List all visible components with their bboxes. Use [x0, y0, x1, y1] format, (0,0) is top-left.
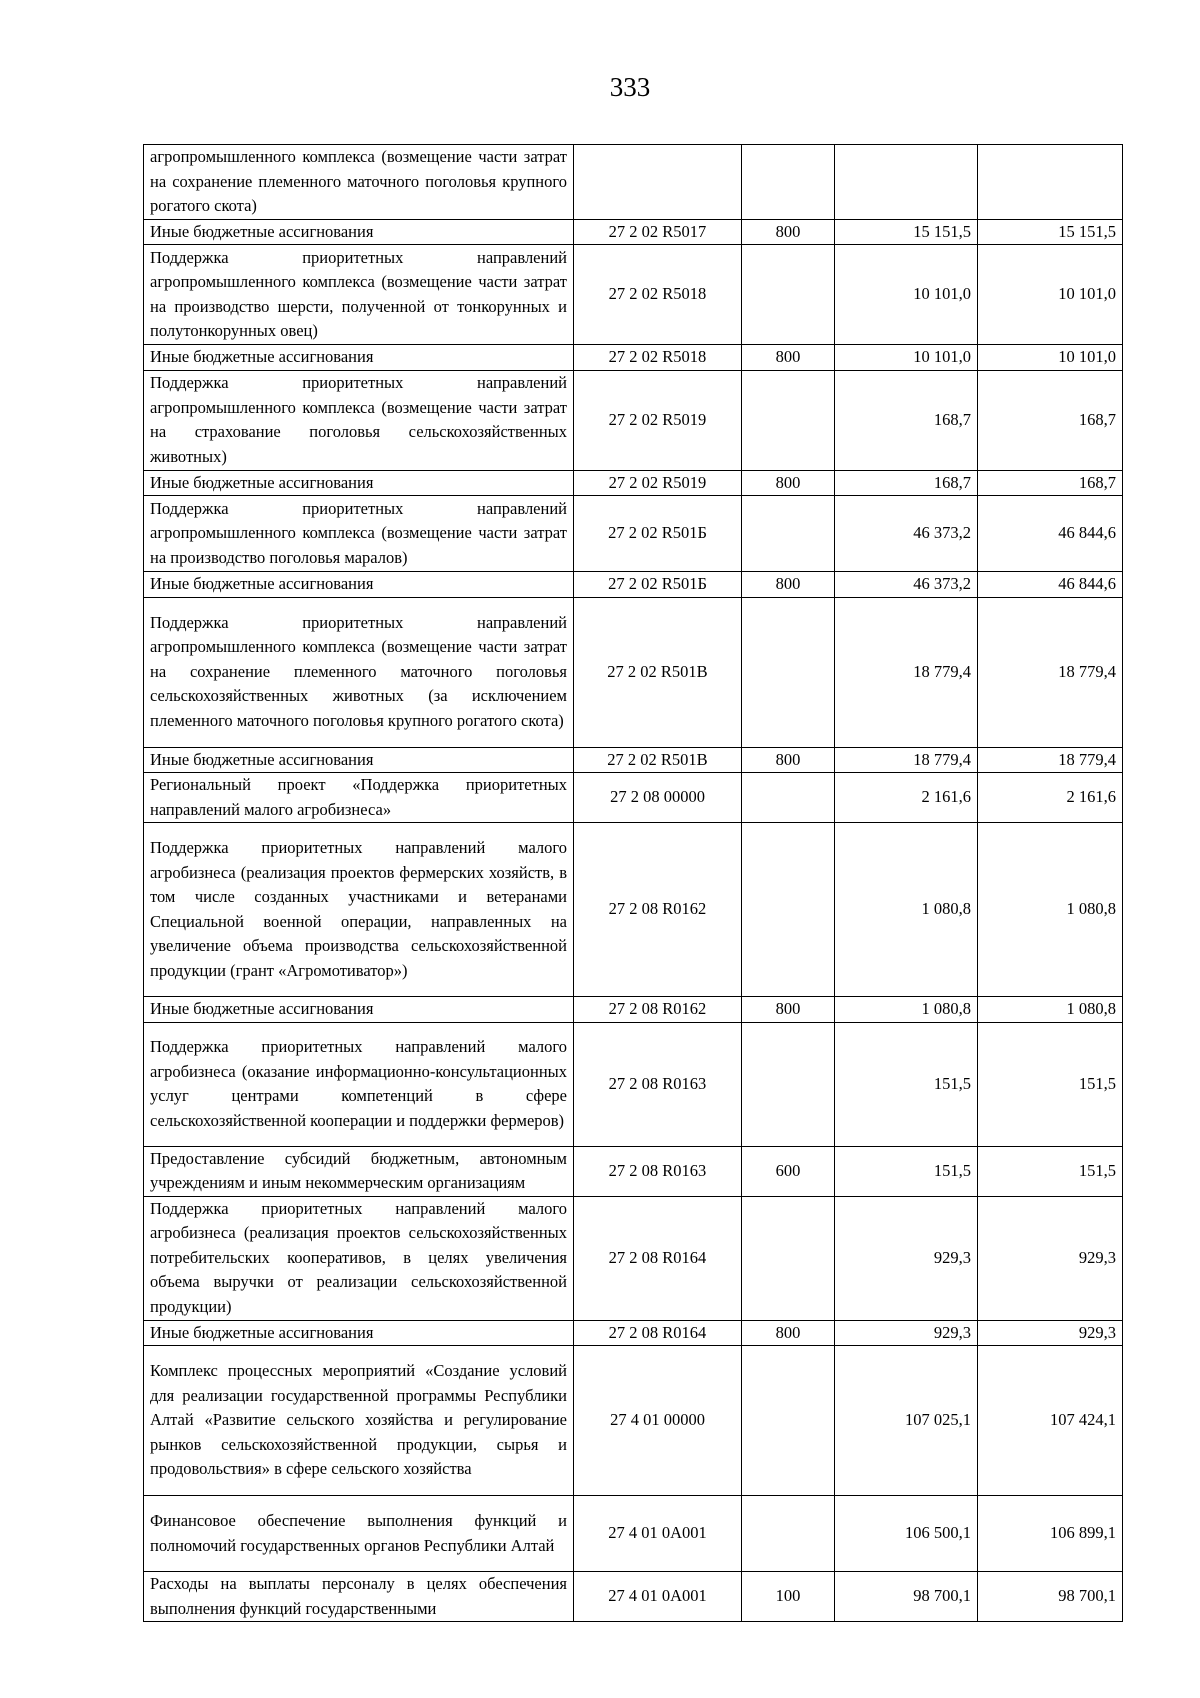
cell-amount-year1: 1 080,8 — [835, 997, 978, 1023]
cell-expense-type — [742, 1346, 835, 1496]
cell-amount-year2: 929,3 — [978, 1320, 1123, 1346]
table-row — [144, 470, 1123, 496]
cell-name: Региональный проект «Поддержка приоритетных направлений малого агробизнеса» — [144, 773, 574, 823]
cell-expense-type: 600 — [742, 1146, 835, 1196]
cell-amount-year1: 18 779,4 — [835, 747, 978, 773]
cell-name: агропромышленного комплекса (возмещение части затрат на сохранение племенного маточного поголовья крупного рогатого скота) — [144, 145, 574, 220]
cell-name: Поддержка приоритетных направлений агропромышленного комплекса (возмещение части затрат на сохранение племенного маточного поголовья сельскохозяйственных животных (за исключением племенного маточного поголовья крупного рогатого скота) — [144, 597, 574, 747]
table-row — [144, 1346, 1123, 1496]
table-row — [144, 1022, 1123, 1146]
table-row — [144, 572, 1123, 598]
cell-amount-year1: 929,3 — [835, 1320, 978, 1346]
cell-name: Иные бюджетные ассигнования — [144, 345, 574, 371]
cell-amount-year1: 151,5 — [835, 1022, 978, 1146]
page-number: 333 — [609, 72, 651, 102]
cell-amount-year2: 10 101,0 — [978, 245, 1123, 345]
cell-name: Поддержка приоритетных направлений малого агробизнеса (реализация проектов фермерских хозяйств, в том числе созданных участниками и ветеранами Специальной военной операции, направленных на увеличение объема производства сельскохозяйственной продукции (грант «Агромотиватор») — [144, 823, 574, 997]
cell-amount-year2: 151,5 — [978, 1146, 1123, 1196]
cell-amount-year1: 168,7 — [835, 470, 978, 496]
cell-amount-year1 — [835, 145, 978, 220]
cell-expense-type: 800 — [742, 219, 835, 245]
cell-amount-year2: 10 101,0 — [978, 345, 1123, 371]
cell-expense-type: 800 — [742, 747, 835, 773]
cell-code — [574, 145, 742, 220]
cell-amount-year2: 2 161,6 — [978, 773, 1123, 823]
cell-amount-year1: 106 500,1 — [835, 1496, 978, 1572]
table-row — [144, 823, 1123, 997]
cell-code: 27 2 02 R501В — [574, 747, 742, 773]
cell-amount-year2: 46 844,6 — [978, 572, 1123, 598]
cell-expense-type — [742, 1022, 835, 1146]
cell-amount-year2: 107 424,1 — [978, 1346, 1123, 1496]
cell-expense-type: 800 — [742, 572, 835, 598]
cell-code: 27 2 08 R0162 — [574, 823, 742, 997]
cell-name: Поддержка приоритетных направлений агропромышленного комплекса (возмещение части затрат на производство поголовья маралов) — [144, 496, 574, 572]
cell-amount-year2 — [978, 145, 1123, 220]
cell-name: Расходы на выплаты персоналу в целях обеспечения выполнения функций государственными — [144, 1572, 574, 1622]
table-row — [144, 370, 1123, 470]
cell-expense-type: 800 — [742, 997, 835, 1023]
cell-amount-year2: 106 899,1 — [978, 1496, 1123, 1572]
cell-amount-year1: 18 779,4 — [835, 597, 978, 747]
cell-amount-year1: 107 025,1 — [835, 1346, 978, 1496]
table-row — [144, 245, 1123, 345]
cell-expense-type — [742, 1196, 835, 1320]
table-row — [144, 219, 1123, 245]
cell-name: Поддержка приоритетных направлений малого агробизнеса (оказание информационно-консультационных услуг центрами компетенций в сфере сельскохозяйственной кооперации и поддержки фермеров) — [144, 1022, 574, 1146]
cell-amount-year1: 46 373,2 — [835, 572, 978, 598]
cell-name: Поддержка приоритетных направлений малого агробизнеса (реализация проектов сельскохозяйственных потребительских кооперативов, в целях увеличения объема выручки от реализации сельскохозяйственной продукции) — [144, 1196, 574, 1320]
table-row — [144, 1196, 1123, 1320]
cell-name: Иные бюджетные ассигнования — [144, 997, 574, 1023]
table-row — [144, 747, 1123, 773]
cell-code: 27 2 08 R0162 — [574, 997, 742, 1023]
cell-amount-year1: 929,3 — [835, 1196, 978, 1320]
cell-name: Иные бюджетные ассигнования — [144, 219, 574, 245]
cell-code: 27 4 01 00000 — [574, 1346, 742, 1496]
cell-expense-type: 800 — [742, 1320, 835, 1346]
cell-amount-year2: 46 844,6 — [978, 496, 1123, 572]
cell-amount-year1: 1 080,8 — [835, 823, 978, 997]
cell-amount-year2: 18 779,4 — [978, 597, 1123, 747]
cell-amount-year2: 1 080,8 — [978, 823, 1123, 997]
cell-amount-year1: 46 373,2 — [835, 496, 978, 572]
cell-amount-year2: 1 080,8 — [978, 997, 1123, 1023]
cell-name: Финансовое обеспечение выполнения функций и полномочий государственных органов Республики Алтай — [144, 1496, 574, 1572]
cell-code: 27 2 02 R501В — [574, 597, 742, 747]
cell-expense-type — [742, 597, 835, 747]
cell-amount-year1: 10 101,0 — [835, 345, 978, 371]
cell-amount-year1: 10 101,0 — [835, 245, 978, 345]
table-row — [144, 1572, 1123, 1622]
cell-name: Поддержка приоритетных направлений агропромышленного комплекса (возмещение части затрат на страхование поголовья сельскохозяйственных животных) — [144, 370, 574, 470]
cell-code: 27 2 02 R5019 — [574, 370, 742, 470]
table-row — [144, 496, 1123, 572]
cell-amount-year2: 151,5 — [978, 1022, 1123, 1146]
cell-expense-type — [742, 370, 835, 470]
cell-name: Поддержка приоритетных направлений агропромышленного комплекса (возмещение части затрат на производство шерсти, полученной от тонкорунных и полутонкорунных овец) — [144, 245, 574, 345]
table-row — [144, 597, 1123, 747]
cell-code: 27 2 08 R0163 — [574, 1146, 742, 1196]
cell-code: 27 2 08 R0164 — [574, 1320, 742, 1346]
cell-code: 27 2 02 R501Б — [574, 572, 742, 598]
cell-amount-year1: 98 700,1 — [835, 1572, 978, 1622]
cell-name: Иные бюджетные ассигнования — [144, 470, 574, 496]
cell-code: 27 2 02 R501Б — [574, 496, 742, 572]
cell-amount-year2: 15 151,5 — [978, 219, 1123, 245]
cell-name: Комплекс процессных мероприятий «Создание условий для реализации государственной программы Республики Алтай «Развитие сельского хозяйства и регулирование рынков сельскохозяйственной продукции, сырья и продовольствия» в сфере сельского хозяйства — [144, 1346, 574, 1496]
cell-expense-type: 100 — [742, 1572, 835, 1622]
cell-code: 27 4 01 0А001 — [574, 1496, 742, 1572]
cell-expense-type — [742, 823, 835, 997]
cell-expense-type — [742, 773, 835, 823]
cell-amount-year1: 2 161,6 — [835, 773, 978, 823]
table-row — [144, 345, 1123, 371]
cell-code: 27 2 08 R0163 — [574, 1022, 742, 1146]
cell-code: 27 2 02 R5018 — [574, 345, 742, 371]
cell-amount-year1: 168,7 — [835, 370, 978, 470]
table-row — [144, 1496, 1123, 1572]
cell-code: 27 2 02 R5017 — [574, 219, 742, 245]
cell-amount-year2: 18 779,4 — [978, 747, 1123, 773]
cell-expense-type: 800 — [742, 345, 835, 371]
cell-expense-type: 800 — [742, 470, 835, 496]
cell-amount-year1: 151,5 — [835, 1146, 978, 1196]
cell-amount-year2: 929,3 — [978, 1196, 1123, 1320]
cell-code: 27 2 08 R0164 — [574, 1196, 742, 1320]
cell-code: 27 2 08 00000 — [574, 773, 742, 823]
table-row — [144, 773, 1123, 823]
budget-table — [143, 144, 1123, 1622]
table-row — [144, 1146, 1123, 1196]
table-body — [144, 145, 1123, 1622]
cell-name: Иные бюджетные ассигнования — [144, 747, 574, 773]
cell-expense-type — [742, 1496, 835, 1572]
cell-expense-type — [742, 145, 835, 220]
cell-expense-type — [742, 496, 835, 572]
cell-expense-type — [742, 245, 835, 345]
cell-code: 27 2 02 R5019 — [574, 470, 742, 496]
table-row — [144, 145, 1123, 220]
cell-amount-year2: 168,7 — [978, 370, 1123, 470]
cell-code: 27 4 01 0А001 — [574, 1572, 742, 1622]
cell-amount-year2: 168,7 — [978, 470, 1123, 496]
cell-code: 27 2 02 R5018 — [574, 245, 742, 345]
cell-amount-year2: 98 700,1 — [978, 1572, 1123, 1622]
table-row — [144, 1320, 1123, 1346]
cell-name: Иные бюджетные ассигнования — [144, 572, 574, 598]
cell-name: Предоставление субсидий бюджетным, автономным учреждениям и иным некоммерческим организациям — [144, 1146, 574, 1196]
cell-name: Иные бюджетные ассигнования — [144, 1320, 574, 1346]
table-row — [144, 997, 1123, 1023]
cell-amount-year1: 15 151,5 — [835, 219, 978, 245]
